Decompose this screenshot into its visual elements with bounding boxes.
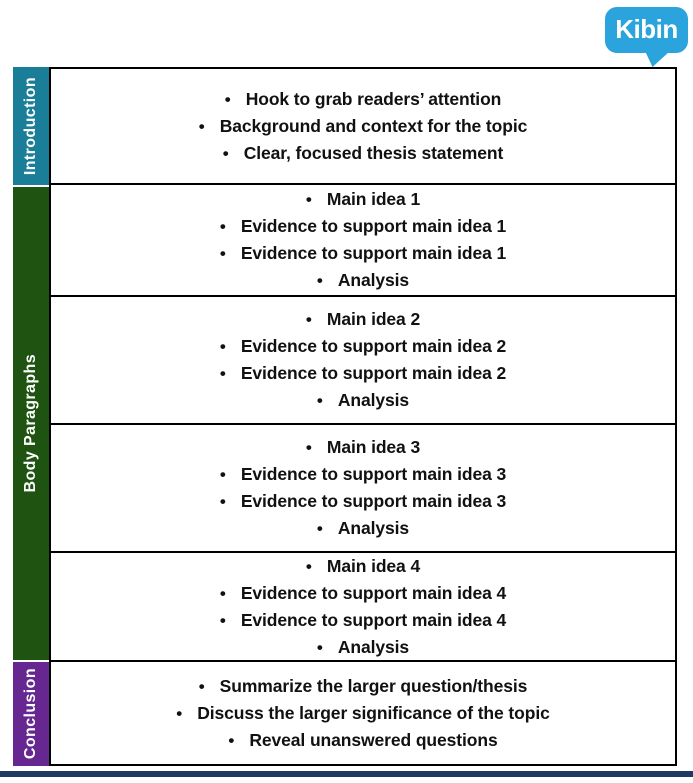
item-text: Summarize the larger question/thesis [219,675,528,696]
item-text: Evidence to support main idea 4 [240,582,507,603]
item-text: Discuss the larger significance of the topic [197,702,550,723]
bullet-icon: • [219,364,226,383]
list-item [225,86,502,113]
item-text: Background and context for the topic [219,115,528,136]
bullet-icon: • [305,556,312,576]
item-text: Reveal unanswered questions [249,729,498,750]
list-item [199,673,528,700]
speech-bubble-tail-icon [645,51,670,67]
body-paragraph-1-cell [49,185,677,297]
list-item [220,213,506,240]
item-text: Hook to grab readers’ attention [245,88,502,109]
item-text: Evidence to support main idea 1 [240,243,507,263]
item-text: Clear, focused thesis statement [243,142,504,163]
bullet-icon: • [305,310,312,329]
list-item [220,607,506,634]
introduction-content-cell [49,67,677,185]
item-text: Evidence to support main idea 3 [240,464,507,484]
bullet-icon: • [219,492,226,511]
sidebar-label-conclusion: Conclusion [22,668,39,760]
item-text: Evidence to support main idea 4 [240,609,507,630]
list-item [220,333,506,360]
item-text: Analysis [337,518,410,538]
body-paragraph-2-cell [49,297,677,425]
bullet-icon: • [316,271,323,290]
logo-text: Kibin [615,13,678,44]
bullet-icon: • [219,337,226,356]
list-item [220,580,506,607]
item-text: Main idea 4 [326,555,421,576]
bullet-icon: • [219,610,226,630]
list-item [220,240,506,267]
bullet-icon: • [316,391,323,410]
conclusion-content-cell [49,662,677,766]
list-item [306,186,420,213]
bullet-icon: • [305,190,312,209]
list-item [317,387,409,414]
list-item [220,488,506,515]
list-item [317,267,409,294]
list-item [306,434,420,461]
bullet-icon: • [228,730,235,750]
bullet-icon: • [219,583,226,603]
list-item [220,360,506,387]
bullet-icon: • [219,217,226,236]
outline-table [13,67,677,766]
item-text: Evidence to support main idea 3 [240,491,507,511]
sidebar-introduction [13,67,49,185]
item-text: Analysis [337,390,410,410]
list-item [317,634,409,661]
bullet-icon: • [198,676,205,696]
bullet-icon: • [176,703,183,723]
item-text: Analysis [337,270,410,290]
item-text: Evidence to support main idea 2 [240,336,507,356]
bullet-icon: • [222,143,229,163]
bullet-icon: • [198,116,205,136]
body-paragraph-4-cell [49,553,677,662]
list-item [228,727,497,754]
item-text: Main idea 2 [326,309,421,329]
item-text: Main idea 1 [326,189,421,209]
list-item [317,515,409,542]
bullet-icon: • [219,465,226,484]
item-text: Evidence to support main idea 2 [240,363,507,383]
bottom-bar [0,771,693,777]
logo-speech-bubble [605,7,688,53]
list-item [176,700,549,727]
sidebar-label-body-paragraphs: Body Paragraphs [22,354,39,493]
list-item [306,306,420,333]
list-item [223,140,503,167]
bullet-icon: • [219,244,226,263]
list-item [220,461,506,488]
bullet-icon: • [316,637,323,657]
kibin-logo [605,7,689,67]
bullet-icon: • [316,519,323,538]
item-text: Main idea 3 [326,437,421,457]
list-item [306,553,420,580]
item-text: Analysis [337,636,410,657]
list-item [199,113,527,140]
sidebar-body-paragraphs [13,187,49,660]
bullet-icon: • [305,438,312,457]
sidebar-label-introduction: Introduction [22,76,39,176]
item-text: Evidence to support main idea 1 [240,216,507,236]
bullet-icon: • [224,89,231,109]
sidebar-conclusion [13,662,49,766]
body-paragraph-3-cell [49,425,677,553]
